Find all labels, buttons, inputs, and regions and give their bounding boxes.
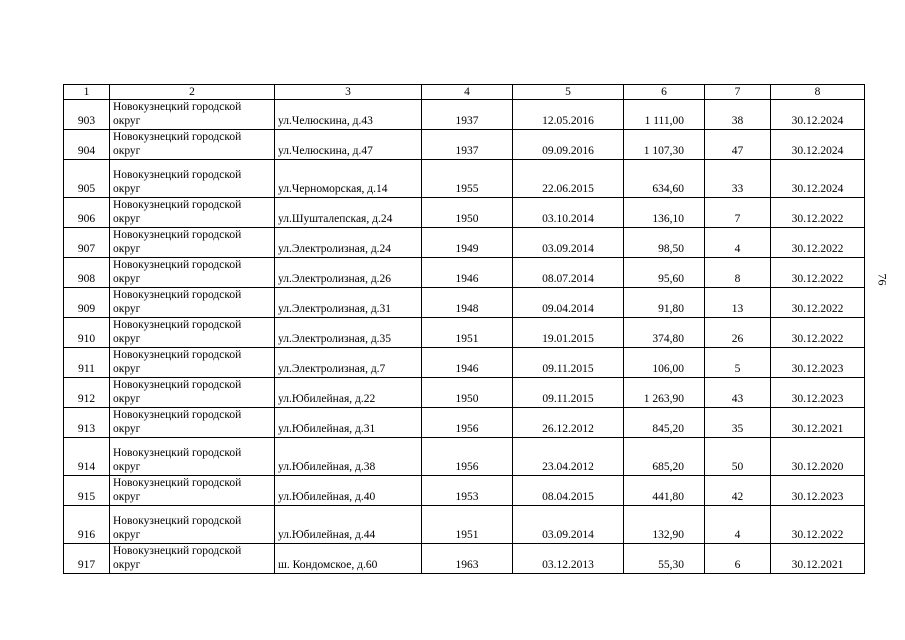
table-row xyxy=(64,378,865,408)
date-cell xyxy=(513,100,624,130)
area-cell xyxy=(624,318,705,348)
count: 42 xyxy=(731,491,744,503)
municipality-line-1: Новокузнецкий городской xyxy=(113,131,242,143)
table-row xyxy=(64,506,865,544)
deadline-cell xyxy=(771,100,865,130)
municipality-line-2: округ xyxy=(113,529,141,541)
area: 91,80 xyxy=(658,303,684,315)
area-cell xyxy=(624,258,705,288)
municipality-line-1: Новокузнецкий городской xyxy=(113,289,242,301)
row-number: 911 xyxy=(78,363,95,375)
area-cell xyxy=(624,506,705,544)
table-row xyxy=(64,348,865,378)
deadline-cell xyxy=(771,378,865,408)
deadline-cell xyxy=(771,258,865,288)
address-cell xyxy=(275,130,422,160)
date: 09.11.2015 xyxy=(542,393,594,405)
deadline: 30.12.2024 xyxy=(791,145,844,157)
municipality-line-1: Новокузнецкий городской xyxy=(113,319,242,331)
table-row xyxy=(64,408,865,438)
area-cell xyxy=(624,476,705,506)
municipality-cell xyxy=(110,228,275,258)
count: 6 xyxy=(734,559,741,571)
date: 26.12.2012 xyxy=(542,423,594,435)
header-cell: 4 xyxy=(422,85,513,100)
date-cell xyxy=(513,198,624,228)
header-cell: 3 xyxy=(275,85,422,100)
header-cell: 8 xyxy=(771,85,865,100)
year-cell xyxy=(422,258,513,288)
row-number: 903 xyxy=(77,115,96,127)
municipality-line-2: округ xyxy=(113,461,141,473)
table-header-row xyxy=(64,85,865,100)
area: 634,60 xyxy=(652,183,684,195)
deadline: 30.12.2020 xyxy=(791,461,844,473)
count: 8 xyxy=(734,273,741,285)
table-row xyxy=(64,438,865,476)
row-number-cell xyxy=(64,228,110,258)
row-number-cell xyxy=(64,130,110,160)
year-cell xyxy=(422,100,513,130)
deadline-cell xyxy=(771,160,865,198)
address-cell xyxy=(275,198,422,228)
date-cell xyxy=(513,544,624,574)
area-cell xyxy=(624,544,705,574)
row-number-cell xyxy=(64,318,110,348)
area-cell xyxy=(624,198,705,228)
address-cell xyxy=(275,506,422,544)
header-cell: 1 xyxy=(64,85,110,100)
count: 5 xyxy=(734,363,741,375)
count-cell xyxy=(705,408,771,438)
year: 1937 xyxy=(455,145,479,157)
count: 33 xyxy=(731,183,744,195)
count: 38 xyxy=(731,115,744,127)
address-cell xyxy=(275,160,422,198)
address: ул.Электролизная, д.31 xyxy=(278,303,392,315)
deadline: 30.12.2021 xyxy=(791,423,844,435)
address-cell xyxy=(275,228,422,258)
deadline: 30.12.2022 xyxy=(791,243,844,255)
table-row xyxy=(64,228,865,258)
area: 132,90 xyxy=(652,529,684,541)
address-cell xyxy=(275,318,422,348)
address-cell xyxy=(275,288,422,318)
row-number-cell xyxy=(64,506,110,544)
year-cell xyxy=(422,544,513,574)
area: 374,80 xyxy=(652,333,684,345)
address: ул.Челюскина, д.43 xyxy=(278,115,373,127)
municipality-line-2: округ xyxy=(113,145,141,157)
year: 1948 xyxy=(455,303,479,315)
table-row xyxy=(64,130,865,160)
row-number: 905 xyxy=(77,183,96,195)
date: 08.07.2014 xyxy=(542,273,594,285)
address: ул.Электролизная, д.24 xyxy=(278,243,392,255)
row-number-cell xyxy=(64,438,110,476)
municipality-line-2: округ xyxy=(113,213,141,225)
municipality-cell xyxy=(110,476,275,506)
area-cell xyxy=(624,130,705,160)
table-body xyxy=(64,85,865,574)
year-cell xyxy=(422,198,513,228)
municipality-cell xyxy=(110,438,275,476)
address-cell xyxy=(275,348,422,378)
municipality-line-1: Новокузнецкий городской xyxy=(113,199,242,211)
municipality-line-2: округ xyxy=(113,423,141,435)
municipality-cell xyxy=(110,258,275,288)
deadline-cell xyxy=(771,348,865,378)
area-cell xyxy=(624,408,705,438)
address: ул.Электролизная, д.26 xyxy=(278,273,392,285)
deadline: 30.12.2022 xyxy=(791,333,844,345)
area: 845,20 xyxy=(652,423,684,435)
year-cell xyxy=(422,408,513,438)
date: 19.01.2015 xyxy=(542,333,594,345)
deadline: 30.12.2022 xyxy=(791,529,844,541)
deadline-cell xyxy=(771,544,865,574)
municipality-line-2: округ xyxy=(113,303,141,315)
area-cell xyxy=(624,160,705,198)
count-cell xyxy=(705,506,771,544)
municipality-line-1: Новокузнецкий городской xyxy=(113,545,242,557)
year-cell xyxy=(422,438,513,476)
row-number-cell xyxy=(64,544,110,574)
row-number-cell xyxy=(64,288,110,318)
year: 1946 xyxy=(455,273,479,285)
row-number-cell xyxy=(64,100,110,130)
municipality-cell xyxy=(110,100,275,130)
address: ш. Кондомское, д.60 xyxy=(278,559,378,571)
address-cell xyxy=(275,476,422,506)
municipality-line-1: Новокузнецкий городской xyxy=(113,259,242,271)
count-cell xyxy=(705,438,771,476)
header-cell: 6 xyxy=(624,85,705,100)
deadline-cell xyxy=(771,318,865,348)
row-number: 909 xyxy=(77,303,96,315)
date: 23.04.2012 xyxy=(542,461,594,473)
deadline: 30.12.2022 xyxy=(791,273,844,285)
row-number-cell xyxy=(64,408,110,438)
area: 55,30 xyxy=(658,559,684,571)
count-cell xyxy=(705,228,771,258)
row-number: 904 xyxy=(77,145,96,157)
deadline: 30.12.2023 xyxy=(791,363,844,375)
municipality-line-1: Новокузнецкий городской xyxy=(113,169,242,181)
area: 136,10 xyxy=(652,213,684,225)
year: 1955 xyxy=(455,183,479,195)
row-number: 912 xyxy=(77,393,96,405)
municipality-line-2: округ xyxy=(113,559,141,571)
area: 106,00 xyxy=(652,363,684,375)
count: 50 xyxy=(731,461,744,473)
year-cell xyxy=(422,288,513,318)
row-number: 914 xyxy=(77,461,96,473)
address: ул.Электролизная, д.35 xyxy=(278,333,392,345)
municipality-line-1: Новокузнецкий городской xyxy=(113,515,242,527)
deadline: 30.12.2021 xyxy=(791,559,844,571)
municipality-line-2: округ xyxy=(113,115,141,127)
date: 09.04.2014 xyxy=(542,303,594,315)
deadline: 30.12.2022 xyxy=(791,303,844,315)
year-cell xyxy=(422,476,513,506)
table-row xyxy=(64,100,865,130)
page-number: 76 xyxy=(875,273,890,286)
year: 1946 xyxy=(455,363,479,375)
table-row xyxy=(64,258,865,288)
year: 1950 xyxy=(455,393,479,405)
municipality-line-1: Новокузнецкий городской xyxy=(113,447,242,459)
row-number: 913 xyxy=(77,423,96,435)
area: 1 111,00 xyxy=(644,115,684,127)
table-row xyxy=(64,198,865,228)
date: 08.04.2015 xyxy=(542,491,594,503)
header-cell: 7 xyxy=(705,85,771,100)
table-row xyxy=(64,544,865,574)
address-cell xyxy=(275,438,422,476)
year: 1963 xyxy=(455,559,479,571)
municipality-cell xyxy=(110,160,275,198)
table-row xyxy=(64,476,865,506)
deadline: 30.12.2023 xyxy=(791,393,844,405)
address-cell xyxy=(275,258,422,288)
row-number: 907 xyxy=(77,243,96,255)
municipality-line-1: Новокузнецкий городской xyxy=(113,229,242,241)
year: 1951 xyxy=(455,333,479,345)
municipality-line-2: округ xyxy=(113,273,141,285)
address: ул.Юбилейная, д.44 xyxy=(278,529,376,541)
municipality-cell xyxy=(110,348,275,378)
municipality-cell xyxy=(110,506,275,544)
date: 03.10.2014 xyxy=(542,213,594,225)
area-cell xyxy=(624,100,705,130)
municipality-cell xyxy=(110,318,275,348)
address: ул.Юбилейная, д.40 xyxy=(278,491,376,503)
date: 03.09.2014 xyxy=(542,243,594,255)
deadline: 30.12.2024 xyxy=(791,115,844,127)
area: 98,50 xyxy=(658,243,684,255)
year-cell xyxy=(422,130,513,160)
date-cell xyxy=(513,506,624,544)
date: 03.12.2013 xyxy=(542,559,594,571)
count-cell xyxy=(705,100,771,130)
date-cell xyxy=(513,228,624,258)
year: 1956 xyxy=(455,423,479,435)
municipality-line-1: Новокузнецкий городской xyxy=(113,349,242,361)
row-number: 908 xyxy=(77,273,96,285)
municipality-line-2: округ xyxy=(113,393,141,405)
date-cell xyxy=(513,378,624,408)
row-number: 916 xyxy=(77,529,96,541)
row-number: 915 xyxy=(77,491,96,503)
count: 35 xyxy=(731,423,744,435)
row-number-cell xyxy=(64,160,110,198)
date-cell xyxy=(513,476,624,506)
table-row xyxy=(64,160,865,198)
deadline: 30.12.2024 xyxy=(791,183,844,195)
count: 4 xyxy=(734,243,741,255)
date: 09.11.2015 xyxy=(542,363,594,375)
area-cell xyxy=(624,438,705,476)
row-number: 906 xyxy=(77,213,96,225)
municipality-cell xyxy=(110,544,275,574)
year-cell xyxy=(422,160,513,198)
year-cell xyxy=(422,318,513,348)
area-cell xyxy=(624,348,705,378)
address: ул.Челюскина, д.47 xyxy=(278,145,373,157)
count-cell xyxy=(705,160,771,198)
row-number-cell xyxy=(64,378,110,408)
municipality-cell xyxy=(110,130,275,160)
address-cell xyxy=(275,544,422,574)
count-cell xyxy=(705,476,771,506)
count-cell xyxy=(705,378,771,408)
housing-table xyxy=(63,84,865,574)
count: 4 xyxy=(734,529,741,541)
deadline: 30.12.2022 xyxy=(791,213,844,225)
municipality-line-2: округ xyxy=(113,491,141,503)
date-cell xyxy=(513,408,624,438)
deadline-cell xyxy=(771,438,865,476)
date-cell xyxy=(513,160,624,198)
area: 685,20 xyxy=(652,461,684,473)
year-cell xyxy=(422,506,513,544)
address-cell xyxy=(275,408,422,438)
year: 1956 xyxy=(455,461,479,473)
date: 09.09.2016 xyxy=(542,145,594,157)
date-cell xyxy=(513,318,624,348)
table-row xyxy=(64,318,865,348)
deadline-cell xyxy=(771,228,865,258)
address: ул.Юбилейная, д.38 xyxy=(278,461,376,473)
row-number-cell xyxy=(64,258,110,288)
municipality-line-2: округ xyxy=(113,243,141,255)
count-cell xyxy=(705,130,771,160)
address-cell xyxy=(275,378,422,408)
address: ул.Электролизная, д.7 xyxy=(278,363,386,375)
year-cell xyxy=(422,348,513,378)
deadline-cell xyxy=(771,506,865,544)
municipality-cell xyxy=(110,288,275,318)
row-number-cell xyxy=(64,476,110,506)
date-cell xyxy=(513,130,624,160)
year-cell xyxy=(422,378,513,408)
deadline-cell xyxy=(771,288,865,318)
date-cell xyxy=(513,288,624,318)
municipality-cell xyxy=(110,378,275,408)
count-cell xyxy=(705,348,771,378)
municipality-line-2: округ xyxy=(113,333,141,345)
area-cell xyxy=(624,378,705,408)
count-cell xyxy=(705,198,771,228)
year: 1949 xyxy=(455,243,479,255)
area: 441,80 xyxy=(652,491,684,503)
year: 1953 xyxy=(455,491,479,503)
count: 26 xyxy=(731,333,744,345)
address: ул.Шушталепская, д.24 xyxy=(278,213,393,225)
date-cell xyxy=(513,258,624,288)
municipality-line-1: Новокузнецкий городской xyxy=(113,409,242,421)
header-cell: 5 xyxy=(513,85,624,100)
header-cell: 2 xyxy=(110,85,275,100)
year-cell xyxy=(422,228,513,258)
area: 95,60 xyxy=(658,273,684,285)
year: 1950 xyxy=(455,213,479,225)
deadline-cell xyxy=(771,198,865,228)
municipality-line-1: Новокузнецкий городской xyxy=(113,477,242,489)
deadline-cell xyxy=(771,130,865,160)
count: 43 xyxy=(731,393,744,405)
address-cell xyxy=(275,100,422,130)
deadline: 30.12.2023 xyxy=(791,491,844,503)
municipality-line-2: округ xyxy=(113,363,141,375)
row-number: 910 xyxy=(77,333,96,345)
date-cell xyxy=(513,438,624,476)
count-cell xyxy=(705,318,771,348)
table-row xyxy=(64,288,865,318)
count-cell xyxy=(705,288,771,318)
address: ул.Черноморская, д.14 xyxy=(278,183,388,195)
area: 1 107,30 xyxy=(643,145,684,157)
date: 12.05.2016 xyxy=(542,115,594,127)
year: 1937 xyxy=(455,115,479,127)
count: 13 xyxy=(731,303,744,315)
count: 47 xyxy=(731,145,744,157)
deadline-cell xyxy=(771,476,865,506)
row-number-cell xyxy=(64,348,110,378)
date: 03.09.2014 xyxy=(542,529,594,541)
row-number-cell xyxy=(64,198,110,228)
municipality-cell xyxy=(110,198,275,228)
date: 22.06.2015 xyxy=(542,183,594,195)
area-cell xyxy=(624,228,705,258)
count-cell xyxy=(705,544,771,574)
municipality-line-2: округ xyxy=(113,183,141,195)
count: 7 xyxy=(734,213,741,225)
year: 1951 xyxy=(455,529,479,541)
count-cell xyxy=(705,258,771,288)
date-cell xyxy=(513,348,624,378)
address: ул.Юбилейная, д.22 xyxy=(278,393,376,405)
municipality-cell xyxy=(110,408,275,438)
area-cell xyxy=(624,288,705,318)
municipality-line-1: Новокузнецкий городской xyxy=(113,101,242,113)
deadline-cell xyxy=(771,408,865,438)
area: 1 263,90 xyxy=(643,393,684,405)
row-number: 917 xyxy=(77,559,96,571)
address: ул.Юбилейная, д.31 xyxy=(278,423,376,435)
municipality-line-1: Новокузнецкий городской xyxy=(113,379,242,391)
